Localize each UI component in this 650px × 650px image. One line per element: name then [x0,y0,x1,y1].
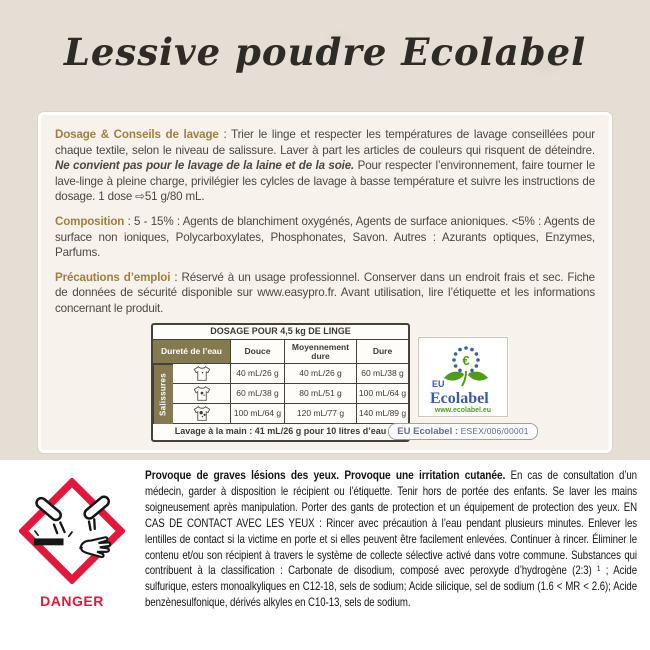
shirt-heavy-soil-icon [173,404,231,424]
ecolabel-licence-label: EU Ecolabel : [397,426,459,437]
dose-cell: 60 mL/38 g [231,384,285,404]
ecolabel-block [383,337,543,440]
info-card [38,112,612,453]
svg-text:EU: EU [432,379,445,389]
dose-cell: 100 mL/64 g [357,384,408,404]
dosage-advice-text-1: Trier le linge et respecter les températures de lavage conseillées pour chaque textile, selon le niveau de salissure. Laver à part les articles de couleurs qui risquent de déteindre. [55,128,595,157]
svg-text:www.ecolabel.eu: www.ecolabel.eu [434,407,492,414]
precautions-text: Réservé à un usage professionnel. Conserver dans un endroit frais et sec. Fiche de données de sécurité disponible sur www.easypro.fr. Avant utilisation, lire l’étiquette et les informations concernant le produit. [55,270,595,315]
dose-cell: 80 mL/51 g [285,384,357,404]
dose-cell: 60 mL/38 g [357,364,408,384]
shirt-medium-soil-icon [173,384,231,404]
separator: : [218,128,232,141]
separator: : [124,214,135,228]
ecolabel-licence-badge [388,423,537,440]
dosage-advice-heading: Dosage & Conseils de lavage [55,128,219,141]
eu-ecolabel-logo-icon [418,337,508,417]
signal-word: DANGER [40,593,104,609]
shirt-light-soil-icon [173,364,231,384]
svg-text:€: € [462,353,470,368]
corrosive-hazard-icon [19,478,125,584]
dose-cell: 40 mL/26 g [231,364,285,384]
dose-cell: 40 mL/26 g [285,364,357,384]
dose-cell: 120 mL/77 g [285,404,357,424]
svg-text:Ecolabel: Ecolabel [430,390,489,407]
dosage-table [151,323,410,442]
dosage-table-title: DOSAGE POUR 4,5 kg DE LINGE [153,325,408,340]
dose-cell: 100 mL/64 g [231,404,285,424]
dosage-advice-text-2: Pour respecter l’environnement, faire tourner le lave-linge à pleine charge, privilégier les cylcles de lavage à basse température et suivre les instructions de dosage. 1 dose ⇨51 g/80 mL. [55,159,595,204]
column-header-hard: Dure [357,340,408,364]
column-header-medium: Moyennement dure [285,340,357,364]
hand-wash-note: Lavage à la main : 41 mL/26 g pour 10 litres d’eau [174,426,387,437]
column-header-soft: Douce [231,340,285,364]
ghs-pictogram-block [16,478,128,609]
hazard-statements-bold: Provoque de graves lésions des yeux. Provoque une irritation cutanée. [145,468,511,482]
separator: : [170,270,182,284]
soil-axis-label: Salissures [153,364,173,424]
water-hardness-header: Dureté de l’eau [153,340,231,364]
hazard-section [0,460,650,650]
precautions-heading: Précautions d’emploi [55,270,171,284]
composition-text: 5 - 15% : Agents de blanchiment oxygénés, Agents de surface anioniques. <5% : Agents de surface non ioniques, Polycarboxylates, Phosphonates, Savon. Autres : Azurants optiques, Enzymes, Parfums. [55,214,595,260]
dosage-table-grid [151,323,410,442]
hazard-statement-paragraph [145,468,637,611]
precautionary-statements: En cas de consultation d’un médecin, garder à disposition le récipient ou l’étiquette. Tenir hors de portée des enfants. Se laver les mains soigneusement après manipulation. Porter des gants de protection et un équipement de protection des yeux. EN CAS DE CONTACT AVEC LES YEUX : Rincer avec précaution à l’eau pendant plusieurs minutes. Enlever les lentilles de contact si la victime en porte et si elles peuvent être facilement enlevées. Continuer à rincer. Éliminer le contenu et/ou son récipient à travers le système de collecte sélective activé dans votre commune. Substances qui contribuent à la classification : Carbonate de disodium, composé avec peroxyde d’hydrogène (2:3) ¹ ; Acide sulfurique, esters monoalkyliques en C12-18, sels de sodium; Acide silicique, sel de sodium (1.6 < MR < 2.6); Acide benzènesulfonique, dérivés alkyles en C10-13, sels de sodium. [145,468,637,610]
composition-heading: Composition [55,214,125,228]
ecolabel-licence-number: ESEX/006/00001 [460,426,529,436]
precautions-paragraph [55,270,595,317]
dose-cell: 140 mL/89 g [357,404,408,424]
dosage-advice-paragraph [55,127,595,205]
composition-paragraph [55,214,595,261]
product-title: Lessive poudre Ecolabel [63,30,587,74]
wool-silk-warning: Ne convient pas pour le lavage de la laine et de la soie. [55,159,355,173]
